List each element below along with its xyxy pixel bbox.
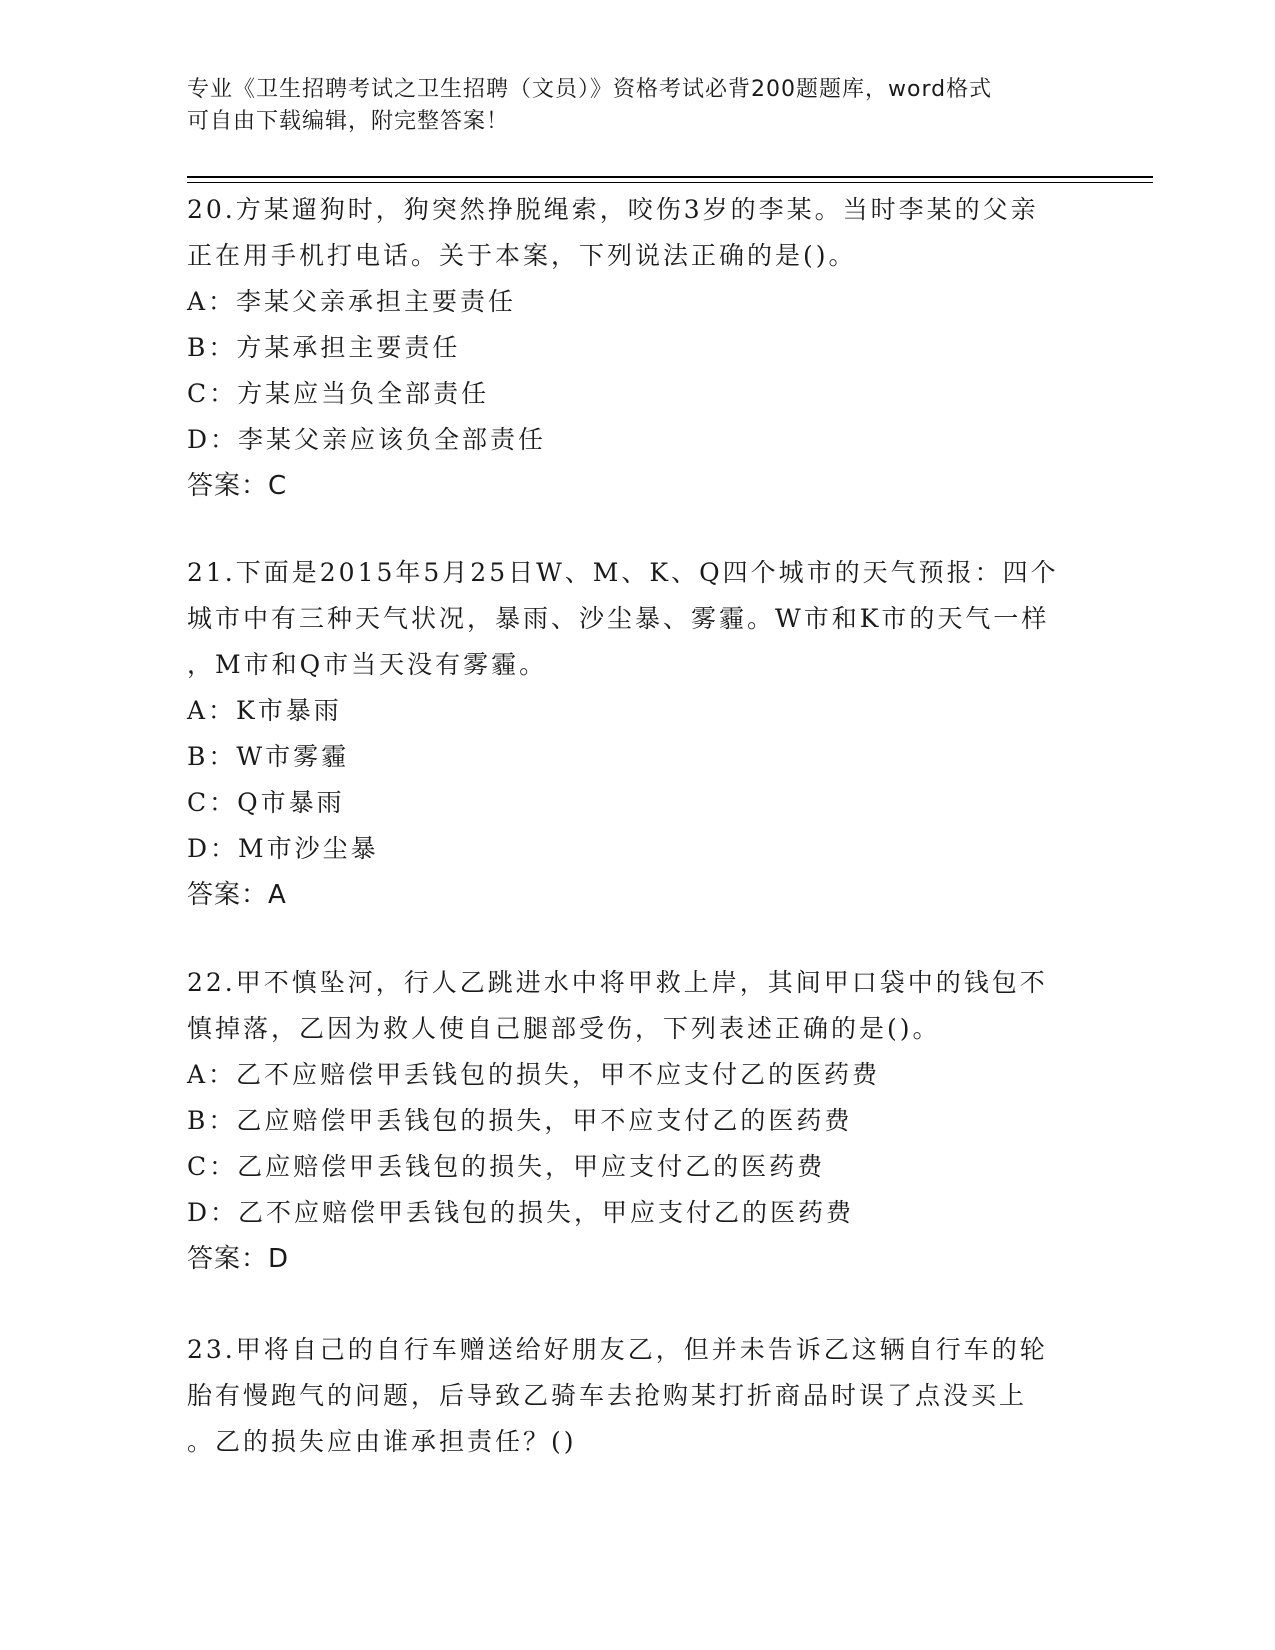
question-text-line: 21.下面是2015年5月25日W、M、K、Q四个城市的天气预报：四个 <box>187 558 1059 587</box>
question-20 <box>187 187 1087 509</box>
header-divider-thin <box>187 182 1153 183</box>
answer-line: 答案：A <box>187 880 287 910</box>
option-a: A：乙不应赔偿甲丢钱包的损失，甲不应支付乙的医药费 <box>187 1060 881 1089</box>
question-text-line: 23.甲将自己的自行车赠送给好朋友乙，但并未告诉乙这辆自行车的轮 <box>187 1335 1048 1364</box>
option-b: B：方某承担主要责任 <box>187 333 461 362</box>
question-text-line: 正在用手机打电话。关于本案，下列说法正确的是()。 <box>187 241 857 270</box>
option-b: B：乙应赔偿甲丢钱包的损失，甲不应支付乙的医药费 <box>187 1106 853 1135</box>
option-c: C：乙应赔偿甲丢钱包的损失，甲应支付乙的医药费 <box>187 1152 826 1181</box>
answer-line: 答案：C <box>187 471 288 501</box>
option-d: D：乙不应赔偿甲丢钱包的损失，甲应支付乙的医药费 <box>187 1198 855 1227</box>
question-21 <box>187 550 1087 918</box>
option-d: D：李某父亲应该负全部责任 <box>187 425 547 454</box>
header-line-1: 专业《卫生招聘考试之卫生招聘（文员）》资格考试必背200题题库，word格式 <box>187 77 993 102</box>
document-header <box>187 74 1067 138</box>
header-line-2: 可自由下载编辑，附完整答案！ <box>187 109 510 134</box>
question-text-line: 慎掉落，乙因为救人使自己腿部受伤，下列表述正确的是()。 <box>187 1014 941 1043</box>
option-c: C：方某应当负全部责任 <box>187 379 490 408</box>
option-a: A：李某父亲承担主要责任 <box>187 287 517 316</box>
question-text-line: 城市中有三种天气状况，暴雨、沙尘暴、雾霾。W市和K市的天气一样 <box>187 604 1050 633</box>
question-text-line: ，M市和Q市当天没有雾霾。 <box>187 650 548 679</box>
option-a: A：K市暴雨 <box>187 696 342 725</box>
question-22 <box>187 960 1087 1282</box>
answer-line: 答案：D <box>187 1244 290 1274</box>
option-b: B：W市雾霾 <box>187 742 350 771</box>
question-text-line: 20.方某遛狗时，狗突然挣脱绳索，咬伤3岁的李某。当时李某的父亲 <box>187 195 1039 224</box>
question-text-line: 22.甲不慎坠河，行人乙跳进水中将甲救上岸，其间甲口袋中的钱包不 <box>187 968 1048 997</box>
question-text-line: 。乙的损失应由谁承担责任？() <box>187 1427 577 1456</box>
question-23 <box>187 1327 1087 1465</box>
option-d: D：M市沙尘暴 <box>187 834 379 863</box>
question-text-line: 胎有慢跑气的问题，后导致乙骑车去抢购某打折商品时误了点没买上 <box>187 1381 1028 1410</box>
option-c: C：Q市暴雨 <box>187 788 345 817</box>
header-divider-thick <box>187 176 1153 178</box>
